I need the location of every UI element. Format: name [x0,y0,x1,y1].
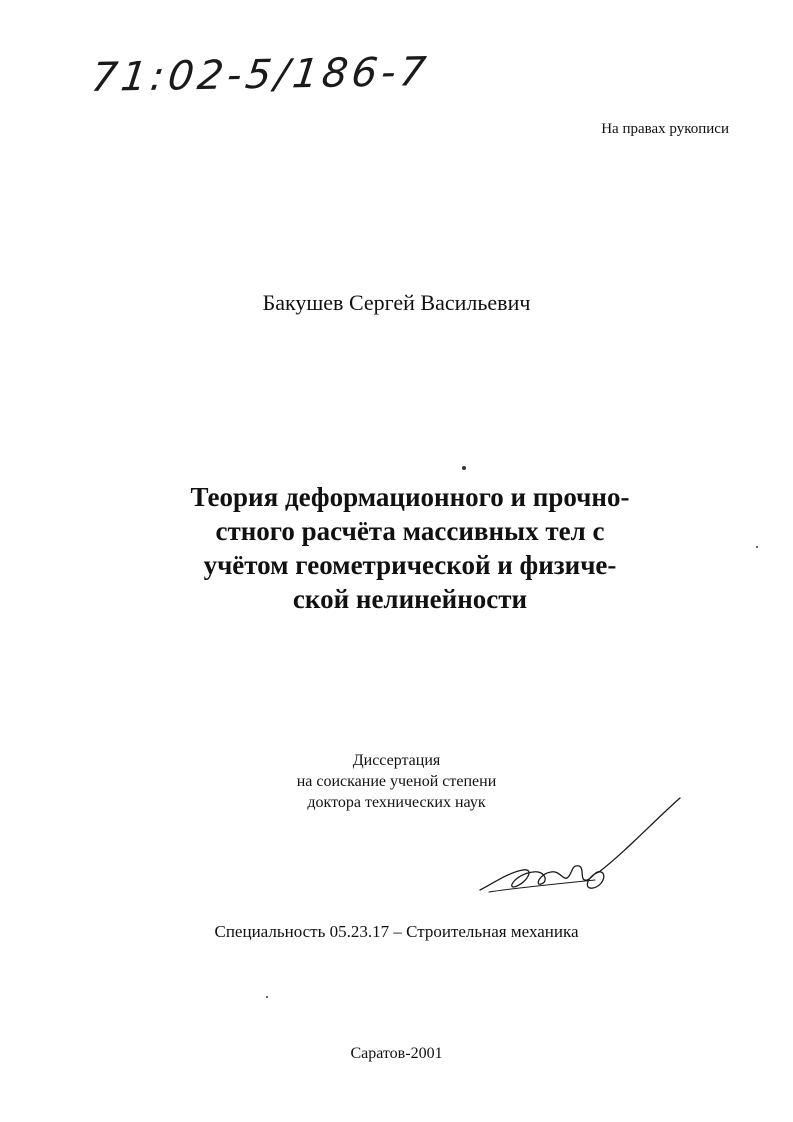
city-year: Саратов-2001 [350,1045,443,1062]
dissertation-line: доктора технических наук [307,794,486,811]
archive-code: 71:02-5/186-7 [88,49,433,101]
rights-note: На правах рукописи [601,121,729,137]
dissertation-line: на соискание ученой степени [296,773,497,790]
title-line: Теория деформационного и прочно- [190,482,630,512]
specialty-line: Специальность 05.23.17 – Строительная механика [214,922,579,941]
dissertation-line: Диссертация [352,752,441,769]
ink-speck [462,466,466,470]
dissertation-title [140,480,680,616]
author-name: Бакушев Сергей Васильевич [262,290,531,315]
title-line: ской нелинейности [292,584,528,614]
title-line: учётом геометрической и физиче- [203,550,617,580]
signature-icon [475,790,690,900]
ink-speck [266,996,268,998]
ink-speck [756,546,758,548]
title-line: стного расчёта массивных тел с [215,516,605,546]
